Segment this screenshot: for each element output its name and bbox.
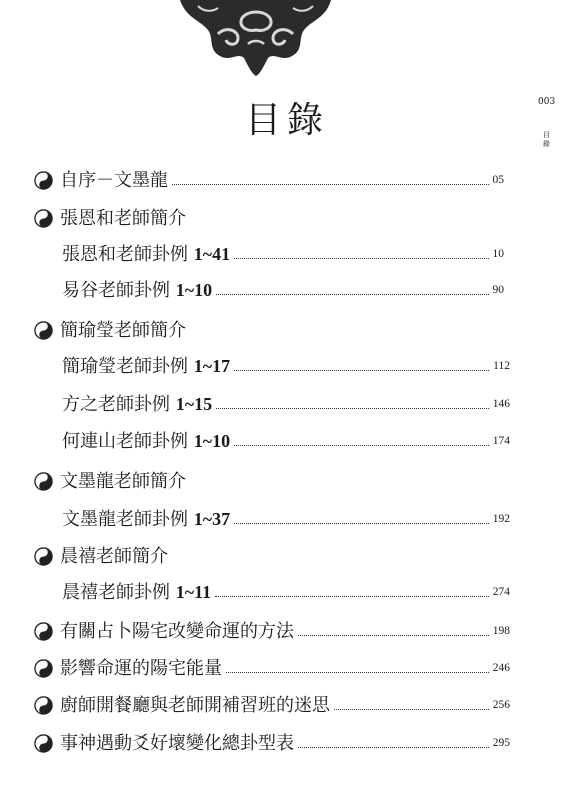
toc-entry[interactable] [62, 388, 510, 420]
toc-entry-page: 10 [492, 248, 504, 260]
toc-entry[interactable] [34, 540, 504, 572]
toc-entry[interactable] [62, 274, 504, 306]
dot-leader [234, 523, 489, 524]
yin-yang-bullet-icon [34, 622, 53, 641]
dot-leader [226, 672, 489, 673]
toc-entry-page: 295 [492, 737, 510, 749]
toc-entry[interactable] [34, 465, 504, 497]
toc-entry-label: 方之老師卦例 1~15 [62, 393, 213, 415]
toc-entry-label: 文墨龍老師卦例 1~37 [62, 508, 231, 530]
dot-leader [334, 709, 489, 710]
toc-entry-label: 簡瑜瑩老師卦例 1~17 [62, 355, 231, 377]
yin-yang-bullet-icon [34, 321, 53, 340]
toc-entry-page: 246 [492, 662, 510, 674]
toc-entry-label: 張恩和老師簡介 [60, 207, 186, 229]
yin-yang-bullet-icon [34, 472, 53, 491]
yin-yang-bullet-icon [34, 659, 53, 678]
toc-entry-page: 256 [492, 699, 510, 711]
dot-leader [215, 596, 489, 597]
toc-entry-page: 146 [492, 398, 510, 410]
toc-entry-page: 112 [493, 360, 510, 372]
dot-leader [298, 635, 489, 636]
page-title: 目錄 [244, 100, 329, 141]
dot-leader [234, 370, 489, 371]
toc-entry[interactable] [34, 202, 504, 234]
yin-yang-bullet-icon [34, 734, 53, 753]
toc-entry[interactable] [34, 652, 510, 684]
toc-entry-label: 自序－文墨龍 [60, 169, 168, 191]
side-page-number: 003 [538, 97, 556, 107]
dot-leader [216, 408, 489, 409]
toc-entry-page: 90 [492, 284, 504, 296]
toc-entry[interactable] [34, 727, 510, 759]
toc-entry-label: 廚師開餐廳與老師開補習班的迷思 [60, 694, 330, 716]
toc-entry-label: 易谷老師卦例 1~10 [62, 279, 213, 301]
toc-entry-page: 174 [492, 435, 510, 447]
dot-leader [216, 294, 488, 295]
toc-entry-label: 文墨龍老師簡介 [60, 470, 186, 492]
toc-entry[interactable] [34, 314, 504, 346]
toc-entry-label: 何連山老師卦例 1~10 [62, 430, 231, 452]
toc-entry-label: 晨禧老師簡介 [60, 545, 168, 567]
toc-entry-page: 198 [492, 625, 510, 637]
yin-yang-bullet-icon [34, 547, 53, 566]
yin-yang-bullet-icon [34, 171, 53, 190]
yin-yang-bullet-icon [34, 696, 53, 715]
toc-entry[interactable] [62, 576, 510, 608]
toc-entry-page: 192 [492, 513, 510, 525]
toc-entry-label: 張恩和老師卦例 1~41 [62, 243, 231, 265]
dot-leader [298, 747, 489, 748]
toc-entry[interactable] [62, 503, 510, 535]
toc-entry-page: 05 [492, 174, 504, 186]
toc-entry[interactable] [62, 238, 504, 270]
toc-entry-label: 事神遇動爻好壞變化總卦型表 [60, 732, 294, 754]
dot-leader [172, 184, 489, 185]
toc-entry-page: 274 [492, 586, 510, 598]
toc-entry[interactable] [34, 689, 510, 721]
toc-entry[interactable] [62, 425, 510, 457]
toc-entry[interactable] [34, 615, 510, 647]
toc-entry-label: 影響命運的陽宅能量 [60, 657, 222, 679]
toc-entry[interactable] [62, 350, 510, 382]
toc-entry-label: 簡瑜瑩老師簡介 [60, 319, 186, 341]
toc-entry-label: 有關占卜陽宅改變命運的方法 [60, 620, 294, 642]
toc-entry-label: 晨禧老師卦例 1~11 [62, 581, 212, 603]
dot-leader [234, 258, 488, 259]
toc-entry[interactable] [34, 164, 504, 196]
yin-yang-bullet-icon [34, 209, 53, 228]
dot-leader [234, 445, 489, 446]
side-section-label: 目錄 [543, 131, 550, 148]
